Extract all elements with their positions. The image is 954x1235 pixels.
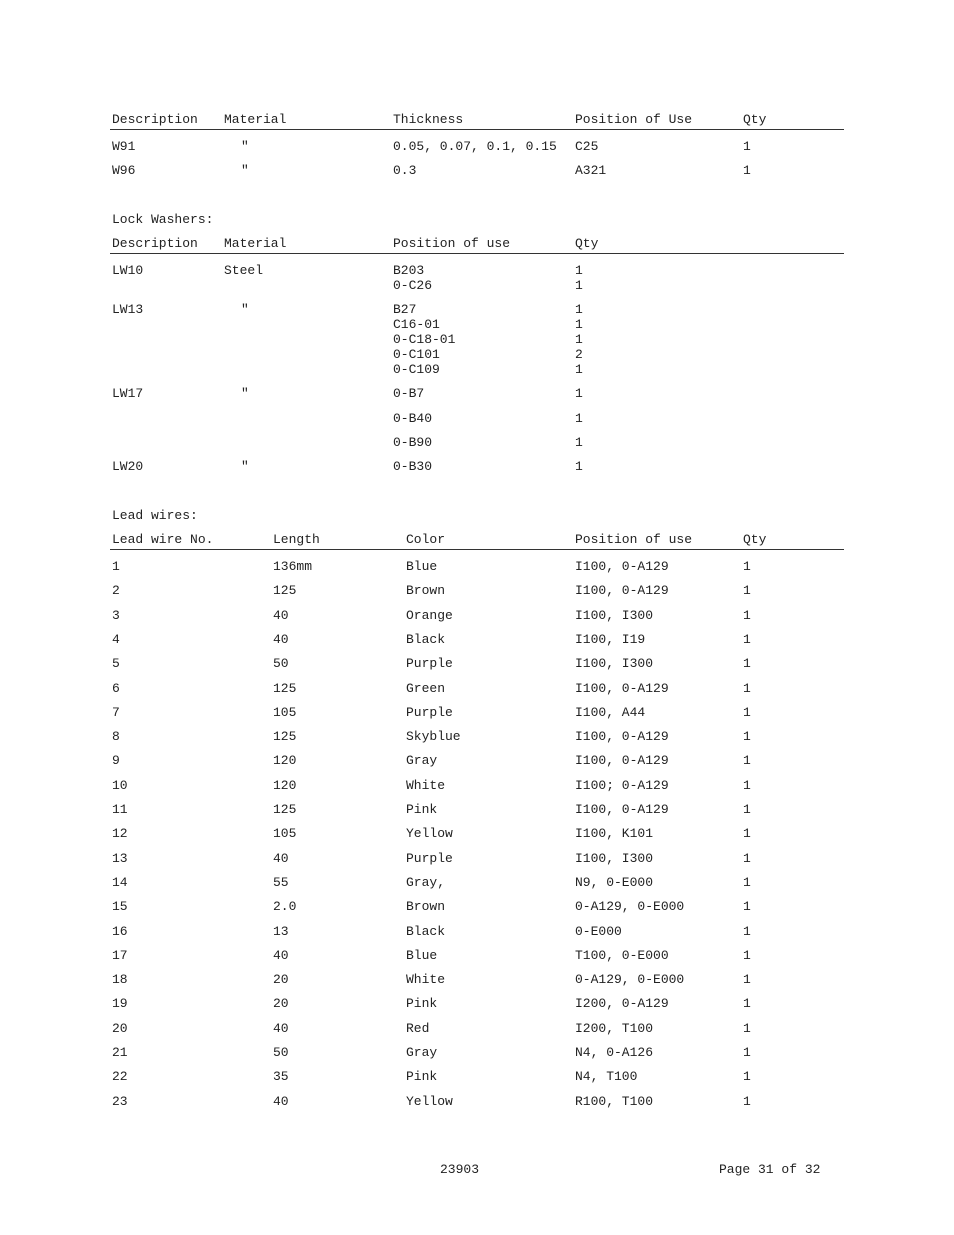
lead-wire-position: I100, I300 [575,656,654,671]
lead-wires-header-rule [110,549,844,550]
lead-wire-number: 13 [112,851,128,866]
lead-wire-position: I200, 0-A129 [575,996,669,1011]
lock-washer-position: 0-B40 [393,411,433,426]
lead-wire-length: 2.0 [273,899,297,914]
lead-wire-color: Purple [406,851,453,866]
lock-washer-qty: 1 [575,317,583,332]
lead-wire-length: 13 [273,924,289,939]
lead-wire-length: 125 [273,681,297,696]
lead-wire-number: 4 [112,632,120,647]
lock-washer-qty: 1 [575,263,583,278]
lead-wire-color: Black [406,924,446,939]
lead-wire-number: 11 [112,802,128,817]
lock-washer-position: 0-C101 [393,347,440,362]
lead-wire-position: N4, 0-A126 [575,1045,654,1060]
lead-wire-color: Gray, [406,875,446,890]
lead-wire-color: White [406,778,446,793]
lead-wire-qty: 1 [743,802,751,817]
lead-wire-length: 40 [273,1021,289,1036]
lead-wire-number: 5 [112,656,120,671]
lead-wire-color: Skyblue [406,729,461,744]
lead-wire-color: Purple [406,656,453,671]
lead-wire-number: 7 [112,705,120,720]
washer-cell-description: W96 [112,163,136,178]
lead-wire-position: I100, I300 [575,851,654,866]
lead-wire-position: I100, 0-A129 [575,802,669,817]
lock-washers-title: Lock Washers: [112,212,214,227]
lock-washer-qty: 1 [575,435,583,450]
lead-wire-qty: 1 [743,583,751,598]
washers-header-qty: Qty [743,112,767,127]
lead-wire-color: Yellow [406,826,453,841]
lead-wire-color: Pink [406,996,438,1011]
lock-washer-position: C16-01 [393,317,440,332]
lock-washer-material: Steel [224,263,264,278]
lock-washer-qty: 1 [575,459,583,474]
lock-washer-position: 0-B7 [393,386,425,401]
washer-cell-material: " [241,139,249,154]
lead-wire-color: Green [406,681,446,696]
lock-washer-description: LW20 [112,459,144,474]
lead-wire-qty: 1 [743,875,751,890]
lead-wire-position: I100, 0-A129 [575,753,669,768]
lead-wire-position: 0-A129, 0-E000 [575,972,685,987]
lead-wire-position: I100; 0-A129 [575,778,669,793]
lock-washer-position: B203 [393,263,425,278]
lead-wire-qty: 1 [743,1021,751,1036]
lead-wire-position: I100, K101 [575,826,654,841]
footer-doc-number: 23903 [440,1162,480,1177]
lead-wire-color: Gray [406,753,438,768]
lead-wire-qty: 1 [743,705,751,720]
footer-page-label: Page 31 of 32 [719,1162,821,1177]
lead-wire-color: Blue [406,948,438,963]
lead-wire-color: Pink [406,1069,438,1084]
lock-washer-description: LW17 [112,386,144,401]
lock-washer-qty: 1 [575,302,583,317]
lead-wire-qty: 1 [743,1069,751,1084]
lead-wire-color: Pink [406,802,438,817]
lead-wire-length: 120 [273,753,297,768]
lead-wire-length: 105 [273,826,297,841]
lead-wires-header-number: Lead wire No. [112,532,214,547]
lock-washer-qty: 1 [575,278,583,293]
lead-wire-position: 0-E000 [575,924,622,939]
lead-wire-length: 50 [273,1045,289,1060]
lead-wire-color: Orange [406,608,453,623]
lead-wire-color: Brown [406,899,446,914]
lead-wire-number: 15 [112,899,128,914]
lead-wires-title: Lead wires: [112,508,198,523]
lead-wire-number: 23 [112,1094,128,1109]
lead-wire-qty: 1 [743,559,751,574]
lead-wire-qty: 1 [743,924,751,939]
lead-wire-qty: 1 [743,972,751,987]
lead-wire-position: I100, I300 [575,608,654,623]
washer-cell-thickness: 0.05, 0.07, 0.1, 0.15 [393,139,557,154]
lead-wire-color: Red [406,1021,430,1036]
lead-wire-position: I200, T100 [575,1021,654,1036]
lead-wire-position: T100, 0-E000 [575,948,669,963]
lead-wire-length: 50 [273,656,289,671]
lead-wire-qty: 1 [743,996,751,1011]
lead-wire-color: Black [406,632,446,647]
lead-wire-length: 40 [273,632,289,647]
lock-washer-description: LW13 [112,302,144,317]
lock-washers-header-rule [110,253,844,254]
lead-wire-color: White [406,972,446,987]
lead-wires-header-length: Length [273,532,320,547]
lead-wire-number: 17 [112,948,128,963]
lock-washer-position: 0-C18-01 [393,332,456,347]
lead-wires-header-color: Color [406,532,446,547]
lead-wire-position: N9, 0-E000 [575,875,654,890]
washer-cell-position: A321 [575,163,607,178]
lead-wire-length: 40 [273,608,289,623]
lock-washers-header-qty: Qty [575,236,599,251]
lead-wire-qty: 1 [743,826,751,841]
lock-washer-description: LW10 [112,263,144,278]
washer-cell-position: C25 [575,139,599,154]
lead-wire-position: I100, 0-A129 [575,729,669,744]
lock-washer-qty: 1 [575,411,583,426]
lock-washer-position: 0-C109 [393,362,440,377]
lead-wires-header-qty: Qty [743,532,767,547]
washers-header-thickness: Thickness [393,112,464,127]
washers-header-rule [110,129,844,130]
lead-wire-length: 20 [273,996,289,1011]
lead-wire-qty: 1 [743,656,751,671]
lead-wire-number: 3 [112,608,120,623]
lead-wire-number: 16 [112,924,128,939]
lock-washer-material: " [241,386,249,401]
lock-washer-material: " [241,302,249,317]
lead-wire-position: I100, A44 [575,705,646,720]
lock-washer-qty: 2 [575,347,583,362]
lead-wire-number: 22 [112,1069,128,1084]
lead-wire-number: 20 [112,1021,128,1036]
lead-wire-position: 0-A129, 0-E000 [575,899,685,914]
lead-wire-length: 125 [273,729,297,744]
lead-wire-number: 19 [112,996,128,1011]
lock-washers-header-position: Position of use [393,236,511,251]
lead-wire-qty: 1 [743,608,751,623]
washers-header-description: Description [112,112,198,127]
lead-wire-position: N4, T100 [575,1069,638,1084]
lead-wire-color: Purple [406,705,453,720]
lead-wire-qty: 1 [743,729,751,744]
lead-wire-qty: 1 [743,1094,751,1109]
lead-wire-number: 6 [112,681,120,696]
lead-wire-length: 105 [273,705,297,720]
lead-wire-number: 12 [112,826,128,841]
lead-wire-length: 125 [273,583,297,598]
lead-wire-number: 14 [112,875,128,890]
lead-wire-position: I100, 0-A129 [575,681,669,696]
lead-wire-length: 136mm [273,559,313,574]
lead-wire-qty: 1 [743,1045,751,1060]
lead-wire-length: 120 [273,778,297,793]
lead-wire-position: I100, I19 [575,632,646,647]
washer-cell-description: W91 [112,139,136,154]
lock-washers-header-description: Description [112,236,198,251]
lead-wire-number: 1 [112,559,120,574]
lead-wire-number: 18 [112,972,128,987]
washer-cell-qty: 1 [743,139,751,154]
lead-wire-color: Blue [406,559,438,574]
lead-wire-length: 20 [273,972,289,987]
washer-cell-qty: 1 [743,163,751,178]
lock-washer-position: 0-B90 [393,435,433,450]
lock-washers-header-material: Material [224,236,287,251]
lead-wire-length: 40 [273,948,289,963]
lead-wire-qty: 1 [743,778,751,793]
washers-header-material: Material [224,112,287,127]
lead-wire-number: 9 [112,753,120,768]
lead-wire-number: 2 [112,583,120,598]
lead-wire-position: I100, 0-A129 [575,559,669,574]
lead-wire-color: Gray [406,1045,438,1060]
washers-header-position: Position of Use [575,112,693,127]
lead-wire-length: 55 [273,875,289,890]
lead-wire-qty: 1 [743,753,751,768]
lock-washer-qty: 1 [575,362,583,377]
lock-washer-position: 0-B30 [393,459,433,474]
lead-wire-position: I100, 0-A129 [575,583,669,598]
lead-wire-number: 21 [112,1045,128,1060]
lead-wire-length: 40 [273,1094,289,1109]
lead-wire-position: R100, T100 [575,1094,654,1109]
lead-wire-color: Brown [406,583,446,598]
lead-wire-color: Yellow [406,1094,453,1109]
lock-washer-material: " [241,459,249,474]
lead-wire-qty: 1 [743,851,751,866]
lead-wire-qty: 1 [743,681,751,696]
lead-wire-qty: 1 [743,632,751,647]
lead-wire-length: 35 [273,1069,289,1084]
lock-washer-position: 0-C26 [393,278,433,293]
lock-washer-qty: 1 [575,386,583,401]
lead-wire-qty: 1 [743,899,751,914]
lead-wire-qty: 1 [743,948,751,963]
lead-wire-number: 10 [112,778,128,793]
lead-wire-number: 8 [112,729,120,744]
washer-cell-thickness: 0.3 [393,163,417,178]
lock-washer-qty: 1 [575,332,583,347]
lead-wire-length: 40 [273,851,289,866]
washer-cell-material: " [241,163,249,178]
lock-washer-position: B27 [393,302,417,317]
lead-wires-header-position: Position of use [575,532,693,547]
lead-wire-length: 125 [273,802,297,817]
